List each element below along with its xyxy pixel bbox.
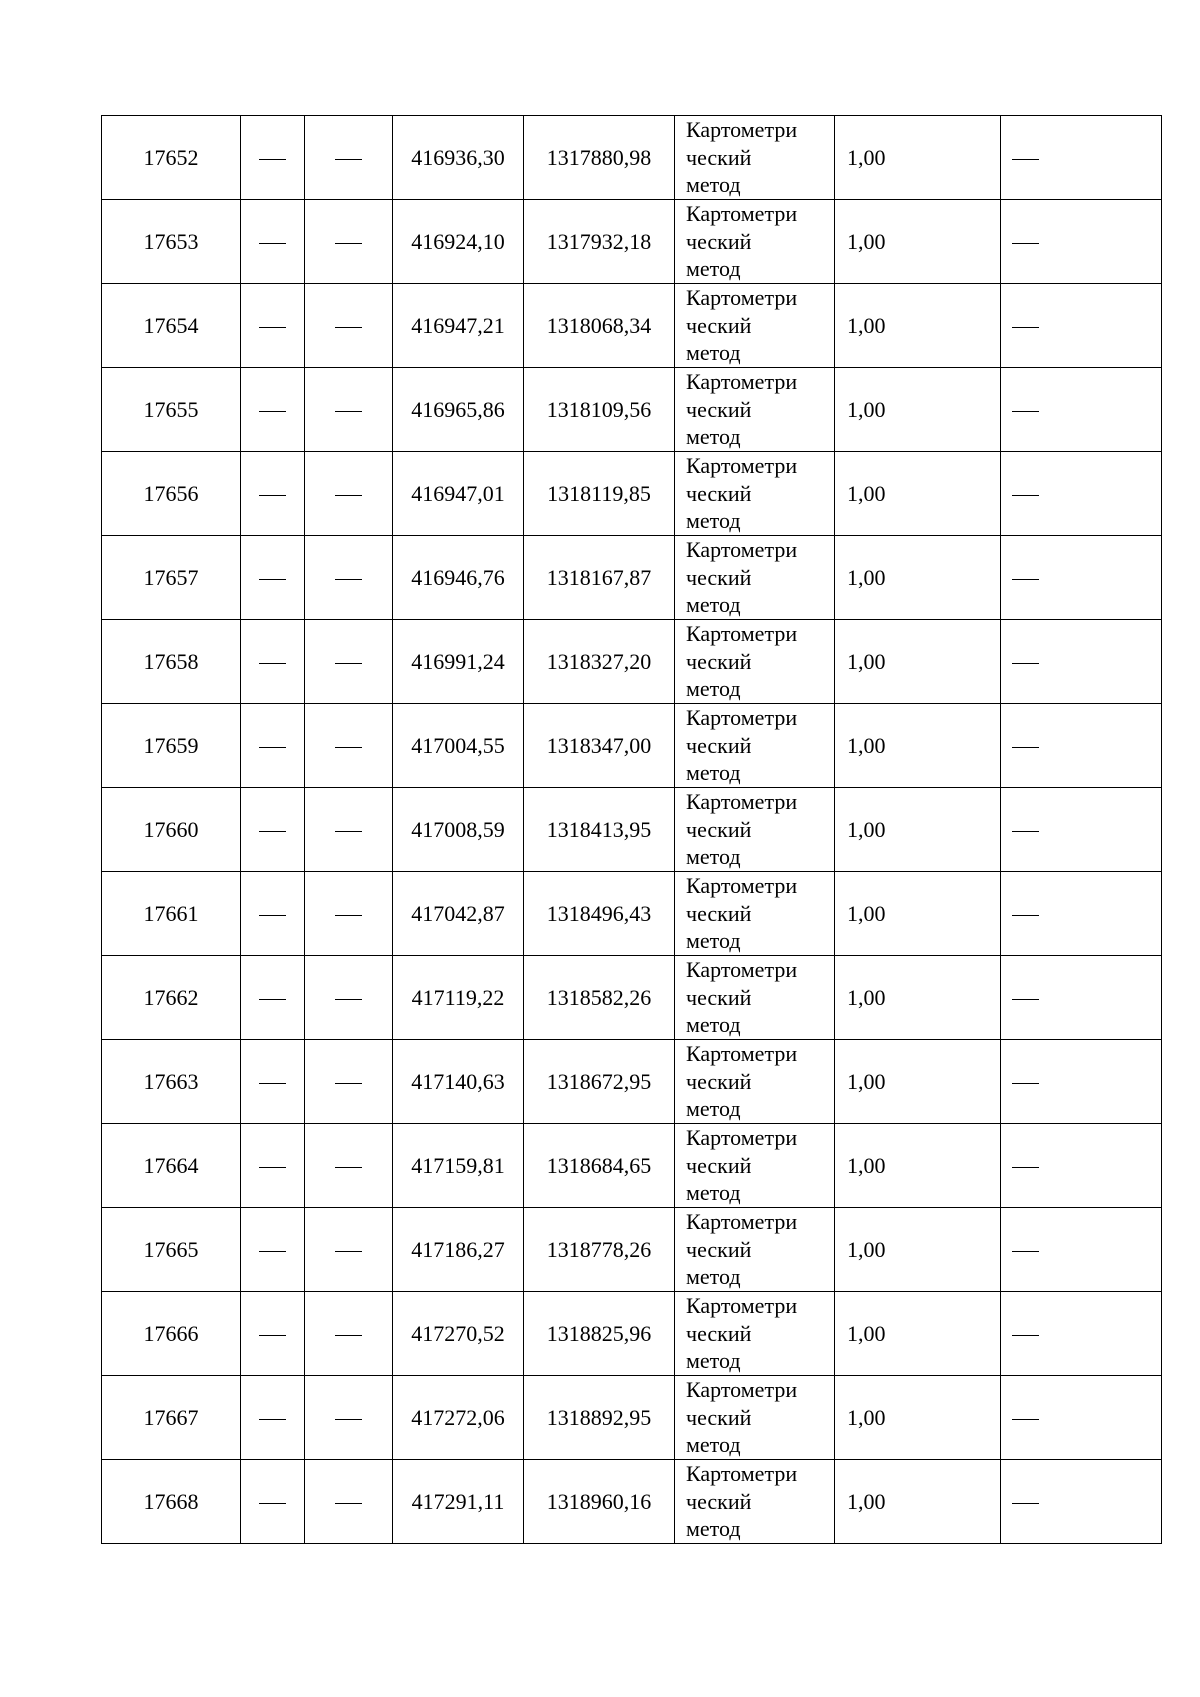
dash-mark (1012, 495, 1039, 496)
accuracy-cell: 1,00 (835, 704, 1001, 788)
dash-mark (1012, 1335, 1039, 1336)
point-number-cell: 17666 (102, 1292, 241, 1376)
point-number-cell: 17656 (102, 452, 241, 536)
dash-cell (241, 1040, 305, 1124)
dash-cell (1001, 452, 1162, 536)
point-number-cell: 17653 (102, 200, 241, 284)
accuracy-cell: 1,00 (835, 956, 1001, 1040)
coordinates-table (101, 115, 1162, 1544)
point-number-cell: 17657 (102, 536, 241, 620)
point-number-cell: 17667 (102, 1376, 241, 1460)
y-coordinate-cell: 1318582,26 (524, 956, 675, 1040)
y-coordinate-cell: 1318825,96 (524, 1292, 675, 1376)
dash-mark (335, 915, 362, 916)
accuracy-cell: 1,00 (835, 872, 1001, 956)
method-cell: Картометри ческий метод (675, 1208, 835, 1292)
dash-cell (241, 1292, 305, 1376)
dash-mark (259, 159, 286, 160)
y-coordinate-cell: 1318413,95 (524, 788, 675, 872)
dash-mark (259, 1167, 286, 1168)
dash-mark (1012, 747, 1039, 748)
dash-cell (305, 704, 393, 788)
table-row (102, 200, 1162, 284)
dash-mark (335, 663, 362, 664)
dash-mark (335, 1167, 362, 1168)
table-row (102, 1040, 1162, 1124)
dash-mark (259, 579, 286, 580)
dash-cell (241, 1208, 305, 1292)
method-cell: Картометри ческий метод (675, 284, 835, 368)
table-row (102, 1208, 1162, 1292)
dash-mark (335, 747, 362, 748)
dash-cell (1001, 1460, 1162, 1544)
accuracy-cell: 1,00 (835, 1292, 1001, 1376)
dash-mark (335, 579, 362, 580)
accuracy-cell: 1,00 (835, 620, 1001, 704)
dash-cell (305, 788, 393, 872)
dash-cell (305, 536, 393, 620)
table-row (102, 116, 1162, 200)
dash-cell (305, 956, 393, 1040)
dash-mark (335, 1503, 362, 1504)
x-coordinate-cell: 417270,52 (393, 1292, 524, 1376)
x-coordinate-cell: 417159,81 (393, 1124, 524, 1208)
dash-mark (259, 999, 286, 1000)
dash-mark (1012, 1251, 1039, 1252)
point-number-cell: 17654 (102, 284, 241, 368)
dash-cell (1001, 200, 1162, 284)
x-coordinate-cell: 416936,30 (393, 116, 524, 200)
dash-mark (335, 1335, 362, 1336)
dash-mark (259, 327, 286, 328)
method-cell: Картометри ческий метод (675, 1292, 835, 1376)
x-coordinate-cell: 417004,55 (393, 704, 524, 788)
dash-mark (259, 411, 286, 412)
y-coordinate-cell: 1318892,95 (524, 1376, 675, 1460)
dash-cell (1001, 1040, 1162, 1124)
accuracy-cell: 1,00 (835, 452, 1001, 536)
dash-cell (305, 368, 393, 452)
dash-cell (1001, 956, 1162, 1040)
dash-cell (1001, 704, 1162, 788)
x-coordinate-cell: 417119,22 (393, 956, 524, 1040)
dash-cell (305, 1292, 393, 1376)
table-row (102, 704, 1162, 788)
accuracy-cell: 1,00 (835, 200, 1001, 284)
dash-mark (259, 1419, 286, 1420)
dash-mark (259, 747, 286, 748)
y-coordinate-cell: 1318496,43 (524, 872, 675, 956)
dash-mark (259, 831, 286, 832)
dash-cell (1001, 1208, 1162, 1292)
table-row (102, 1124, 1162, 1208)
point-number-cell: 17659 (102, 704, 241, 788)
x-coordinate-cell: 417272,06 (393, 1376, 524, 1460)
dash-mark (259, 1503, 286, 1504)
dash-mark (1012, 1167, 1039, 1168)
x-coordinate-cell: 416946,76 (393, 536, 524, 620)
method-cell: Картометри ческий метод (675, 872, 835, 956)
accuracy-cell: 1,00 (835, 368, 1001, 452)
dash-cell (305, 1208, 393, 1292)
dash-cell (305, 284, 393, 368)
x-coordinate-cell: 416965,86 (393, 368, 524, 452)
dash-cell (241, 620, 305, 704)
dash-mark (1012, 915, 1039, 916)
x-coordinate-cell: 416991,24 (393, 620, 524, 704)
dash-mark (1012, 159, 1039, 160)
table-row (102, 872, 1162, 956)
y-coordinate-cell: 1318119,85 (524, 452, 675, 536)
dash-cell (241, 116, 305, 200)
method-cell: Картометри ческий метод (675, 788, 835, 872)
method-cell: Картометри ческий метод (675, 200, 835, 284)
table-row (102, 284, 1162, 368)
dash-mark (259, 663, 286, 664)
table-row (102, 1460, 1162, 1544)
dash-mark (259, 1083, 286, 1084)
dash-cell (1001, 1292, 1162, 1376)
x-coordinate-cell: 417186,27 (393, 1208, 524, 1292)
point-number-cell: 17664 (102, 1124, 241, 1208)
dash-cell (305, 116, 393, 200)
y-coordinate-cell: 1318109,56 (524, 368, 675, 452)
dash-cell (241, 200, 305, 284)
dash-mark (335, 1419, 362, 1420)
point-number-cell: 17655 (102, 368, 241, 452)
accuracy-cell: 1,00 (835, 116, 1001, 200)
dash-mark (1012, 999, 1039, 1000)
dash-cell (305, 1040, 393, 1124)
x-coordinate-cell: 417140,63 (393, 1040, 524, 1124)
accuracy-cell: 1,00 (835, 1040, 1001, 1124)
dash-mark (1012, 411, 1039, 412)
dash-mark (259, 495, 286, 496)
method-cell: Картометри ческий метод (675, 1460, 835, 1544)
y-coordinate-cell: 1318684,65 (524, 1124, 675, 1208)
dash-cell (305, 200, 393, 284)
dash-mark (259, 243, 286, 244)
y-coordinate-cell: 1318167,87 (524, 536, 675, 620)
dash-mark (1012, 831, 1039, 832)
table-row (102, 620, 1162, 704)
table-body (102, 116, 1162, 1544)
dash-cell (241, 956, 305, 1040)
method-cell: Картометри ческий метод (675, 536, 835, 620)
accuracy-cell: 1,00 (835, 788, 1001, 872)
dash-cell (1001, 788, 1162, 872)
method-cell: Картометри ческий метод (675, 368, 835, 452)
dash-cell (241, 872, 305, 956)
dash-cell (305, 1124, 393, 1208)
point-number-cell: 17668 (102, 1460, 241, 1544)
y-coordinate-cell: 1317932,18 (524, 200, 675, 284)
dash-cell (241, 704, 305, 788)
dash-cell (1001, 536, 1162, 620)
dash-mark (335, 1083, 362, 1084)
dash-cell (1001, 284, 1162, 368)
dash-cell (305, 872, 393, 956)
point-number-cell: 17660 (102, 788, 241, 872)
dash-mark (1012, 579, 1039, 580)
dash-cell (1001, 620, 1162, 704)
dash-cell (241, 1124, 305, 1208)
dash-mark (1012, 327, 1039, 328)
table-row (102, 452, 1162, 536)
dash-mark (1012, 663, 1039, 664)
accuracy-cell: 1,00 (835, 1376, 1001, 1460)
dash-cell (241, 368, 305, 452)
dash-cell (1001, 116, 1162, 200)
dash-cell (1001, 872, 1162, 956)
accuracy-cell: 1,00 (835, 1124, 1001, 1208)
y-coordinate-cell: 1318347,00 (524, 704, 675, 788)
x-coordinate-cell: 416947,01 (393, 452, 524, 536)
table-row (102, 1292, 1162, 1376)
method-cell: Картометри ческий метод (675, 1124, 835, 1208)
accuracy-cell: 1,00 (835, 1460, 1001, 1544)
table-row (102, 956, 1162, 1040)
dash-cell (1001, 368, 1162, 452)
method-cell: Картометри ческий метод (675, 704, 835, 788)
dash-mark (335, 327, 362, 328)
accuracy-cell: 1,00 (835, 1208, 1001, 1292)
y-coordinate-cell: 1317880,98 (524, 116, 675, 200)
point-number-cell: 17658 (102, 620, 241, 704)
dash-mark (335, 411, 362, 412)
method-cell: Картометри ческий метод (675, 956, 835, 1040)
method-cell: Картометри ческий метод (675, 1040, 835, 1124)
table-row (102, 1376, 1162, 1460)
y-coordinate-cell: 1318327,20 (524, 620, 675, 704)
accuracy-cell: 1,00 (835, 536, 1001, 620)
method-cell: Картометри ческий метод (675, 452, 835, 536)
dash-cell (1001, 1376, 1162, 1460)
dash-cell (241, 452, 305, 536)
dash-mark (335, 243, 362, 244)
y-coordinate-cell: 1318778,26 (524, 1208, 675, 1292)
dash-mark (1012, 1419, 1039, 1420)
x-coordinate-cell: 416924,10 (393, 200, 524, 284)
dash-cell (241, 284, 305, 368)
table-row (102, 536, 1162, 620)
point-number-cell: 17663 (102, 1040, 241, 1124)
dash-mark (335, 159, 362, 160)
x-coordinate-cell: 417291,11 (393, 1460, 524, 1544)
dash-mark (259, 1251, 286, 1252)
dash-mark (335, 999, 362, 1000)
method-cell: Картометри ческий метод (675, 1376, 835, 1460)
y-coordinate-cell: 1318672,95 (524, 1040, 675, 1124)
point-number-cell: 17661 (102, 872, 241, 956)
method-cell: Картометри ческий метод (675, 620, 835, 704)
point-number-cell: 17662 (102, 956, 241, 1040)
dash-cell (305, 1376, 393, 1460)
y-coordinate-cell: 1318960,16 (524, 1460, 675, 1544)
x-coordinate-cell: 416947,21 (393, 284, 524, 368)
dash-mark (335, 831, 362, 832)
dash-mark (259, 915, 286, 916)
method-cell: Картометри ческий метод (675, 116, 835, 200)
accuracy-cell: 1,00 (835, 284, 1001, 368)
dash-mark (1012, 1083, 1039, 1084)
dash-mark (335, 495, 362, 496)
dash-cell (241, 536, 305, 620)
dash-cell (305, 620, 393, 704)
dash-cell (241, 788, 305, 872)
dash-cell (241, 1376, 305, 1460)
table-row (102, 368, 1162, 452)
point-number-cell: 17665 (102, 1208, 241, 1292)
point-number-cell: 17652 (102, 116, 241, 200)
dash-cell (1001, 1124, 1162, 1208)
dash-cell (305, 1460, 393, 1544)
x-coordinate-cell: 417008,59 (393, 788, 524, 872)
dash-mark (259, 1335, 286, 1336)
dash-cell (305, 452, 393, 536)
y-coordinate-cell: 1318068,34 (524, 284, 675, 368)
dash-mark (1012, 243, 1039, 244)
dash-cell (241, 1460, 305, 1544)
dash-mark (1012, 1503, 1039, 1504)
dash-mark (335, 1251, 362, 1252)
table-row (102, 788, 1162, 872)
x-coordinate-cell: 417042,87 (393, 872, 524, 956)
